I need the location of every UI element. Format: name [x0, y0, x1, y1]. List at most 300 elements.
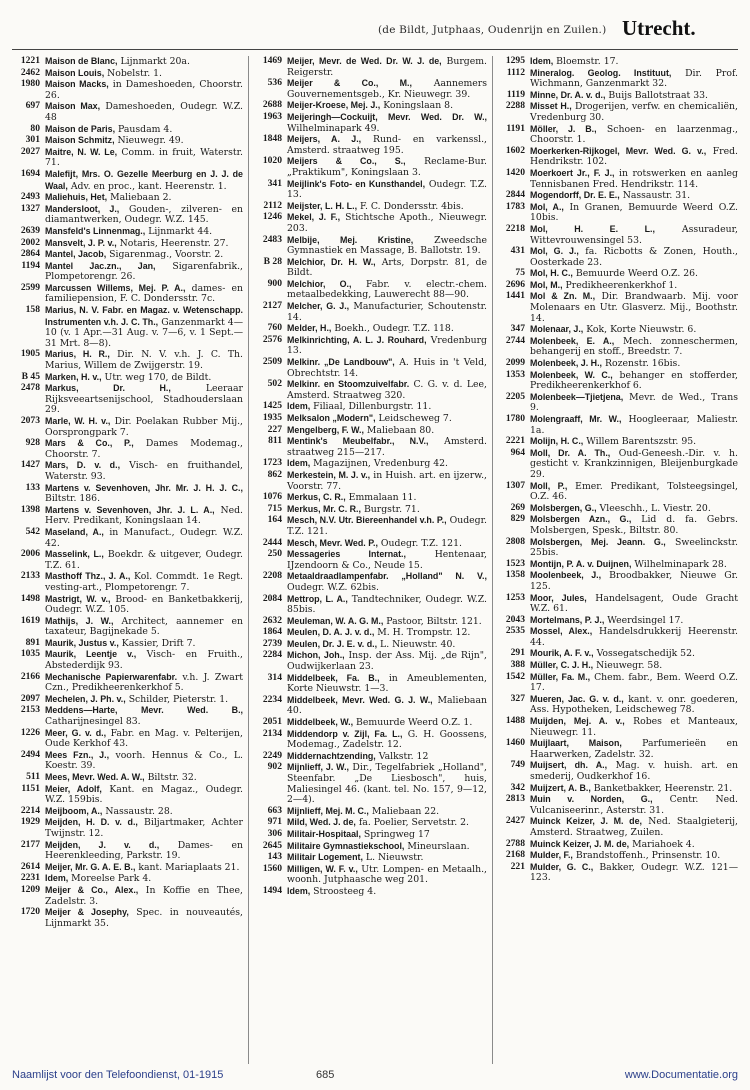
entry-text: [45, 249, 243, 261]
entry-text: [287, 829, 487, 841]
phone-number: 2739: [262, 637, 282, 649]
entry-details: A. Huis in 't Veld, Obrechtstr. 14.: [287, 357, 487, 379]
entry-details: in Dameshoeden, Choorstr. 26.: [45, 79, 243, 101]
phone-number: 2214: [20, 804, 40, 816]
entry-details: voorh. Hennus & Co., L. Koestr. 39.: [45, 749, 243, 772]
entry-text: [287, 470, 487, 492]
entry-name: Molsbergen, Mej. Jeann. G.,: [530, 536, 666, 547]
entry-details: Mineurslaan.: [404, 840, 470, 852]
entry-details: F. C. Dondersstr. 4bis.: [357, 200, 464, 212]
entry-text: [45, 907, 243, 929]
entry-text: [530, 268, 738, 280]
entry-details: Oudegr. T.Z. 121.: [287, 515, 487, 537]
directory-entry: [497, 660, 738, 672]
entry-name: Idem,: [287, 458, 311, 469]
entry-details: Nobelstr. 1.: [104, 67, 162, 79]
phone-number: 2493: [20, 191, 40, 203]
directory-entry: [12, 705, 243, 727]
entry-name: Muijzert, A. B.,: [530, 782, 591, 793]
phone-number: 862: [267, 468, 282, 480]
directory-entry: [12, 873, 243, 885]
directory-entry: [12, 349, 243, 371]
entry-name: Mengelberg, F. W.,: [287, 424, 364, 435]
entry-details: Visch- en fruithandel, Waterstr. 93.: [45, 460, 243, 482]
directory-entry: [12, 79, 243, 101]
directory-entry: [254, 852, 487, 864]
entry-name: Moolenbeek, J.,: [530, 570, 602, 581]
directory-entry: [254, 639, 487, 651]
directory-entry: [12, 862, 243, 874]
entry-name: Mourik, A. F. v.,: [530, 648, 594, 659]
entry-details: Banketbakker, Heerenstr. 21.: [590, 782, 733, 794]
phone-number: 1460: [505, 737, 525, 749]
entry-text: [287, 56, 487, 78]
entry-details: fa. Poelier, Servetstr. 2.: [355, 817, 469, 829]
entry-details: Catharijnesingel 83.: [45, 716, 141, 728]
phone-number: 1780: [505, 413, 525, 424]
entry-details: Lijnmarkt 44.: [145, 225, 213, 237]
entry-details: Mag. v. huish. art. en smederij, Oudkerkhof 16.: [530, 760, 738, 782]
directory-entry: [254, 425, 487, 437]
entry-details: Mech. zonneschermen, behangerij en stoff., Breedstr. 7.: [530, 335, 738, 358]
directory-entry: [497, 124, 738, 146]
entry-text: [287, 156, 487, 178]
directory-entry: [12, 649, 243, 671]
entry-name: Michon, Joh.,: [287, 650, 345, 661]
directory-entry: [497, 280, 738, 292]
entry-name: Meijlink's Foto- en Kunsthandel,: [287, 178, 426, 189]
directory-entry: [12, 305, 243, 349]
entry-name: Middelbeek, W.,: [287, 717, 354, 728]
entry-details: Emer. Predikant, Tolsteegsingel, O.Z. 46.: [530, 480, 738, 503]
phone-number: 327: [510, 692, 525, 704]
entry-details: Dir., Tegelfabriek „Holland", Steenfabr. „De Liesbosch", huis, Maliesingel 46. (kant. tel. No. 157, 9—12, 2—4).: [287, 762, 487, 806]
entry-details: L. Nieuwstr.: [362, 852, 424, 864]
entry-text: [45, 806, 243, 818]
directory-entry: [12, 68, 243, 80]
phone-number: 158: [25, 304, 40, 316]
phone-number: 2576: [262, 333, 282, 345]
entry-text: [287, 492, 487, 504]
entry-text: [530, 672, 738, 694]
footer-url[interactable]: www.Documentatie.org: [624, 1069, 738, 1081]
entry-name: Mandersloot, J.,: [45, 203, 120, 214]
entry-text: [530, 224, 738, 246]
phone-number: 502: [267, 378, 282, 390]
entry-text: [287, 841, 487, 853]
entry-text: [530, 850, 738, 862]
entry-details: Handelsdrukkerij Heerenstr. 44.: [530, 626, 738, 648]
entry-text: [45, 283, 243, 305]
entry-details: Lid d. fa. Gebrs. Molsbergen, Spesk., Biltstr. 80.: [530, 514, 738, 536]
phone-number: 1076: [262, 491, 282, 503]
entry-details: Amsterd. straatweg 215—217.: [287, 436, 487, 458]
entry-text: [530, 280, 738, 292]
entry-name: Müller, C. J. H.,: [530, 660, 594, 671]
entry-name: Middernachtzending,: [287, 750, 376, 761]
phone-number: 1253: [505, 591, 525, 603]
directory-entry: [497, 202, 738, 224]
entry-name: Molsbergen Azn., G.,: [530, 514, 632, 525]
phone-number: 2639: [20, 224, 40, 236]
entry-details: Oud-Geneesh.-Dir. v. h. gesticht v. Krankzinnigen, Bleijenburgkade 29.: [530, 447, 738, 480]
entry-text: [287, 673, 487, 695]
entry-name: Mild, Wed. J. de,: [287, 817, 356, 828]
phone-number: 760: [267, 322, 282, 334]
header-rule: [12, 49, 738, 50]
entry-text: [530, 570, 738, 592]
phone-number: 2002: [20, 236, 40, 248]
entry-text: [530, 660, 738, 672]
column-left: [12, 56, 243, 1064]
directory-entry: [497, 436, 738, 448]
directory-entry: [12, 283, 243, 305]
directory-entry: [12, 56, 243, 68]
directory-entry: [254, 695, 487, 717]
phone-number: 1226: [20, 726, 40, 738]
entry-name: Meijster, L. H. L.,: [287, 200, 358, 211]
phone-number: 80: [30, 122, 40, 134]
entry-name: Meijden, J. v. d.,: [45, 839, 160, 850]
entry-details: Willem Barentszstr. 95.: [583, 436, 697, 448]
entry-details: in rotswerken en aanleg Tennisbanen Fred. Hendrikstr. 114.: [530, 167, 738, 190]
directory-entry: [497, 101, 738, 123]
directory-entry: [254, 279, 487, 301]
directory-entry: [12, 638, 243, 650]
entry-text: [287, 379, 487, 401]
entry-name: Mulder, F.,: [530, 850, 573, 861]
directory-entry: [497, 862, 738, 884]
entry-text: [45, 147, 243, 169]
phone-number: 2614: [20, 860, 40, 872]
entry-name: Mansfeld's Linnenmag.,: [45, 225, 146, 236]
entry-details: Dames- en Heerenkleeding, Parkstr. 19.: [45, 839, 243, 862]
directory-entry: [497, 56, 738, 68]
entry-name: Marle, W. H. v.,: [45, 416, 111, 426]
phone-number: 1905: [20, 348, 40, 360]
directory-entry: [497, 794, 738, 816]
entry-text: [530, 816, 738, 838]
entry-name: Militair-Hospitaal,: [287, 828, 361, 839]
phone-number: 164: [267, 514, 282, 526]
phone-number: 1307: [505, 479, 525, 491]
phone-number: 1425: [262, 400, 282, 412]
entry-text: [530, 324, 738, 336]
entry-details: Nassaustr. 28.: [102, 805, 173, 817]
entry-text: [45, 571, 243, 593]
entry-details: Bakker, Oudegr. W.Z. 121—123.: [530, 861, 738, 884]
entry-text: [530, 503, 738, 515]
entry-details: Kant. en Magaz., Oudegr. W.Z. 159bis.: [45, 783, 243, 806]
entry-details: Aannemers Gouvernementsgeb., Kr. Nieuwegr. 39.: [287, 78, 487, 100]
entry-text: [530, 168, 738, 190]
entry-details: Fred. Hendrikstr. 102.: [530, 145, 738, 168]
entry-name: Muinck Keizer, J. M. de,: [530, 838, 630, 849]
phone-number: 511: [26, 771, 40, 782]
entry-name: Mineralog. Geolog. Instituut,: [530, 67, 672, 78]
entry-text: [45, 460, 243, 482]
phone-number: 1602: [505, 144, 525, 156]
phone-number: 1469: [262, 56, 282, 66]
entry-text: [45, 438, 243, 460]
phone-number: 2494: [20, 748, 40, 760]
directory-entry: [254, 616, 487, 628]
directory-entry: [497, 672, 738, 694]
entry-details: Kok, Korte Nieuwstr. 6.: [583, 324, 697, 336]
entry-text: [287, 425, 487, 437]
phone-number: 250: [267, 548, 282, 560]
directory-entry: [254, 650, 487, 672]
phone-number: 1441: [505, 290, 525, 302]
phone-number: 388: [510, 659, 525, 671]
entry-text: [45, 527, 243, 549]
phone-number: 2134: [262, 727, 282, 739]
entry-text: [287, 717, 487, 729]
phone-number: 1295: [505, 56, 525, 66]
entry-name: Mastrigt, W. v.,: [45, 593, 111, 604]
directory-entry: [254, 729, 487, 751]
entry-text: [287, 112, 487, 134]
phone-number: 2535: [505, 625, 525, 637]
directory-entry: [254, 829, 487, 841]
phone-number: 697: [25, 100, 40, 112]
entry-details: Bemuurde Weerd O.Z. 26.: [572, 268, 699, 280]
entry-text: [530, 190, 738, 202]
directory-entry: [254, 56, 487, 78]
entry-details: Koningslaan 8.: [380, 100, 454, 112]
phone-number: 1119: [506, 88, 525, 100]
phone-number: 2177: [20, 838, 40, 850]
phone-number: 971: [267, 816, 282, 828]
directory-entry: [254, 841, 487, 853]
entry-name: Molengraaff, Mr. W.,: [530, 414, 622, 424]
entry-name: Molenaar, J.,: [530, 324, 584, 335]
entry-details: Insp. der Ass. Mij. „de Rijn", Oudwijkerlaan 23.: [287, 650, 487, 673]
entry-name: Militair Logement,: [287, 852, 363, 863]
entry-name: Melksalon „Modern",: [287, 413, 376, 423]
directory-entry: [12, 204, 243, 226]
entry-text: [530, 716, 738, 738]
entry-name: Merkestein, M. J. v.,: [287, 469, 371, 480]
entry-text: [45, 705, 243, 727]
entry-details: Architect, aannemer en taxateur, Bagijnekade 5.: [45, 615, 243, 638]
phone-number: 2249: [262, 749, 282, 761]
entry-name: Maison Max,: [45, 101, 101, 112]
entry-name: Maliehuis, Het,: [45, 192, 108, 203]
directory-entry: [497, 336, 738, 358]
entry-name: Maitre, N. W. Le,: [45, 146, 118, 157]
entry-details: Robes et Manteaux, Nieuwegr. 11.: [530, 716, 738, 738]
entry-text: [287, 639, 487, 651]
phone-number: 1542: [505, 670, 525, 682]
phone-number: 341: [267, 177, 282, 189]
phone-number: 2218: [505, 222, 525, 234]
entry-name: Meijer-Kroese, Mej. J.,: [287, 100, 381, 111]
directory-entry: [497, 783, 738, 795]
entry-name: Meijer & Co., M.,: [287, 78, 412, 89]
phone-number: 2166: [20, 670, 40, 682]
entry-name: Melcher, G. J.,: [287, 301, 350, 312]
phone-number: 2208: [262, 570, 282, 582]
directory-entry: [12, 527, 243, 549]
directory-entry: [12, 594, 243, 616]
phone-number: 75: [515, 267, 525, 279]
directory-entry: [12, 261, 243, 283]
directory-entry: [254, 212, 487, 234]
directory-entry: [497, 850, 738, 862]
entry-details: Valkstr. 12: [375, 750, 429, 762]
entry-name: Misset H.,: [530, 101, 572, 112]
entry-details: Brandstoffenh., Prinsenstr. 10.: [572, 850, 721, 862]
phone-number: 1498: [20, 592, 40, 604]
phone-number: 1929: [20, 816, 40, 828]
directory-entry: [12, 772, 243, 784]
directory-entry: [497, 358, 738, 370]
phone-number: 1488: [505, 715, 525, 727]
phone-number: 1353: [505, 368, 525, 380]
phone-number: 2288: [505, 100, 525, 112]
entry-details: In Koffie en Thee, Zadelstr. 3.: [45, 884, 243, 907]
phone-number: 663: [267, 804, 282, 816]
entry-text: [45, 68, 243, 80]
entry-name: Meuleman, W. A. G. M.,: [287, 615, 384, 626]
entry-text: [45, 372, 243, 384]
entry-name: Maison Schmitz,: [45, 135, 115, 146]
header-city: Utrecht.: [622, 16, 696, 40]
entry-details: G. H. Goossens, Modemag., Zadelstr. 12.: [287, 728, 487, 751]
entry-name: Mettrop, L. A.,: [287, 593, 348, 604]
phone-number: 1494: [262, 884, 282, 896]
phone-number: 2084: [262, 592, 282, 604]
entry-details: Sigarenmag., Voorstr. 2.: [106, 249, 224, 261]
directory-entry: [254, 627, 487, 639]
entry-details: Ned. Herv. Predikant, Koningslaan 14.: [45, 504, 243, 527]
entry-name: Moor, Jules,: [530, 592, 587, 603]
entry-name: Melbije, Mej. Kristine,: [287, 234, 414, 245]
entry-details: Dames Modemag., Choorstr. 7.: [45, 438, 243, 460]
entry-text: [530, 146, 738, 168]
entry-text: [45, 349, 243, 371]
phone-number: 536: [267, 77, 282, 89]
phone-number: 1560: [262, 862, 282, 874]
entry-name: Mortelmans, P. J.,: [530, 614, 605, 625]
entry-details: Bloemstr. 17.: [553, 56, 619, 67]
entry-details: Dir. Poelakan Rubber Mij., Oorsprongpark 7.: [45, 416, 243, 438]
header-subtitle: (de Bildt, Jutphaas, Oudenrijn en Zuilen.): [378, 24, 607, 36]
directory-entry: [497, 68, 738, 90]
entry-name: Molijn, H. C.,: [530, 436, 584, 447]
entry-text: [45, 192, 243, 204]
directory-entry: [497, 514, 738, 536]
entry-details: Ganzenmarkt 4—10 (v. 1 Apr.—31 Aug. v. 7—6, v. 1 Sept.—31 Mrt. 8—8).: [45, 316, 243, 349]
phone-number: 902: [267, 761, 282, 773]
directory-entry: [254, 458, 487, 470]
entry-name: Mechelen, J. Ph. v.,: [45, 693, 126, 704]
directory-entry: [254, 549, 487, 571]
entry-name: Meijers, A. J.,: [287, 134, 362, 145]
entry-name: Möller, J. B.,: [530, 123, 597, 134]
entry-details: Nieuwegr. 49.: [114, 135, 184, 147]
directory-entry: [254, 100, 487, 112]
entry-name: Mars, D. v. d.,: [45, 460, 121, 471]
directory-entry: [254, 538, 487, 550]
entry-text: [287, 357, 487, 379]
directory-entry: [497, 626, 738, 648]
entry-name: Middelbeek, Mevr. Wed. G. J. W.,: [287, 694, 433, 705]
phone-number: 1935: [262, 412, 282, 423]
entry-text: [45, 204, 243, 226]
entry-name: Mees, Mevr. Wed. A. W.,: [45, 772, 145, 782]
entry-text: [45, 728, 243, 750]
entry-name: Mathijs, J. W.,: [45, 615, 114, 626]
entry-name: Meulen, Dr. J. E. v. d.,: [287, 638, 378, 649]
entry-text: [45, 672, 243, 694]
entry-name: Meddens—Harte, Mevr. Wed. B.,: [45, 705, 243, 716]
directory-entry: [12, 372, 243, 384]
phone-number: 1221: [20, 56, 40, 66]
directory-entry: [12, 750, 243, 772]
entry-text: [530, 336, 738, 358]
entry-text: [45, 261, 243, 283]
phone-number: 2444: [262, 536, 282, 548]
entry-text: [45, 594, 243, 616]
directory-entry: [254, 335, 487, 357]
entry-details: Arts, Dorpstr. 81, de Bildt.: [287, 256, 487, 279]
phone-number: 2599: [20, 281, 40, 293]
entry-text: [530, 392, 738, 414]
phone-number: 2051: [262, 716, 282, 728]
entry-name: Maison de Blanc,: [45, 56, 118, 66]
entry-name: Mansvelt, J. P. v.,: [45, 237, 117, 248]
entry-details: in Huish. art. en ijzerw., Voorstr. 77.: [287, 469, 487, 492]
entry-name: Meijer & Co., Alex.,: [45, 884, 139, 895]
entry-text: [530, 124, 738, 146]
entry-text: [287, 594, 487, 616]
entry-text: [45, 549, 243, 571]
entry-details: Mariahoek 4.: [629, 838, 695, 850]
entry-name: Moll, P.,: [530, 480, 568, 491]
entry-details: Zweedsche Gymnastiek en Massage, B. Ballotstr. 19.: [287, 234, 487, 257]
entry-details: Lijnmarkt 20a.: [117, 56, 190, 67]
phone-number: 829: [510, 513, 525, 525]
entry-text: [45, 383, 243, 416]
phone-number: 2509: [262, 356, 282, 368]
directory-entry: [497, 268, 738, 280]
phone-number: 2221: [505, 435, 525, 447]
entry-text: [287, 751, 487, 763]
entry-name: Meijer, Mr. G. A. E. B.,: [45, 861, 136, 872]
phone-number: 1020: [262, 155, 282, 167]
directory-entry: [497, 246, 738, 268]
entry-details: Vossegatschedijk 52.: [593, 648, 695, 660]
phone-number: 306: [267, 827, 282, 839]
entry-name: Moll, Dr. A. Th.,: [530, 447, 611, 458]
directory-entry: [12, 226, 243, 238]
entry-text: [530, 291, 738, 324]
entry-name: Martens v. Sevenhoven, Jhr. J. L. A.,: [45, 504, 215, 515]
entry-text: [530, 648, 738, 660]
phone-number: 2153: [20, 704, 40, 716]
entry-details: Dir. Prof. Wichmann, Ganzenmarkt 32.: [530, 67, 738, 90]
entry-name: Meulen, D. A. J. v. d.,: [287, 627, 375, 638]
directory-entry: [12, 694, 243, 706]
phone-number: 314: [267, 671, 282, 683]
entry-text: [530, 101, 738, 123]
entry-name: Melchior, Dr. H. W.,: [287, 256, 376, 267]
directory-entry: [12, 101, 243, 123]
entry-name: Middendorp v. Zijl, Fa. L.,: [287, 728, 403, 739]
phone-number: 1191: [506, 122, 525, 134]
